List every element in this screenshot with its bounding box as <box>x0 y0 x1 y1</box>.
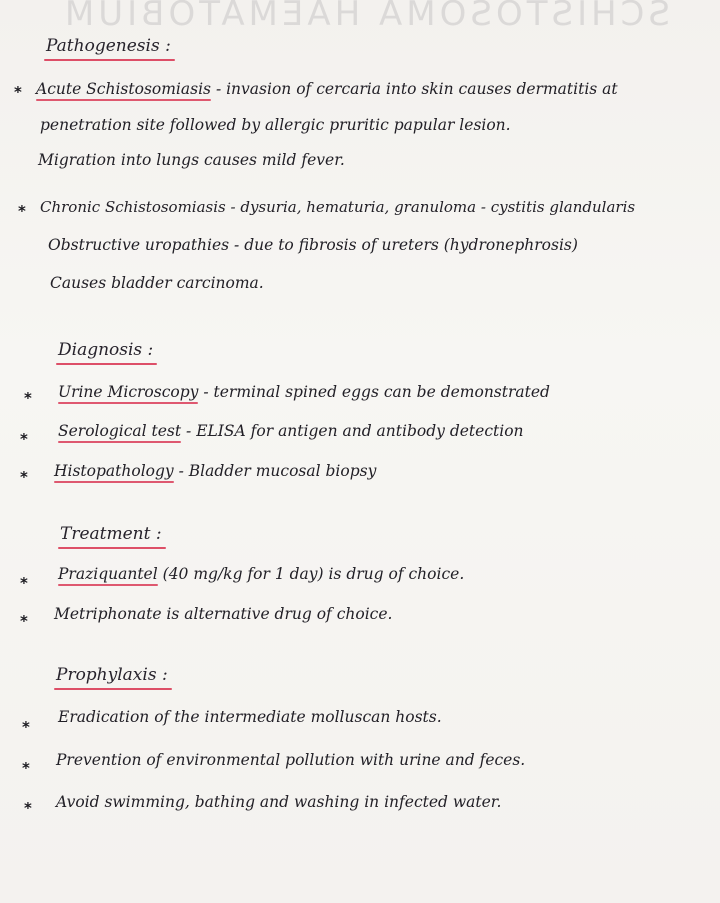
histopathology-text: Histopathology <box>54 462 174 480</box>
diagnosis-item-2 <box>58 422 524 440</box>
praziquantel-term <box>58 565 158 583</box>
bullet: * <box>18 202 26 220</box>
acute-line-2: penetration site followed by allergic pruritic papular lesion. <box>40 116 511 134</box>
chronic-line-3: Causes bladder carcinoma. <box>50 274 264 292</box>
bullet: * <box>22 718 30 736</box>
prophylaxis-heading-text: Prophylaxis : <box>56 665 168 685</box>
heading-underline <box>54 688 172 690</box>
treatment-item-2: Metriphonate is alternative drug of choice. <box>54 605 393 623</box>
bullet: * <box>20 430 28 448</box>
term-underline <box>58 402 198 404</box>
bullet: * <box>20 574 28 592</box>
prophylaxis-heading <box>56 665 168 685</box>
heading-underline <box>56 363 157 365</box>
bullet: * <box>24 799 32 817</box>
serological-test-text: Serological test <box>58 422 182 440</box>
term-underline <box>58 441 181 443</box>
acute-term <box>36 80 211 98</box>
pathogenesis-heading-text: Pathogenesis : <box>46 36 171 56</box>
bullet: * <box>14 83 22 101</box>
pathogenesis-heading <box>46 36 171 56</box>
prophylaxis-item-3: Avoid swimming, bathing and washing in infected water. <box>56 793 502 811</box>
bullet: * <box>20 468 28 486</box>
bullet: * <box>20 612 28 630</box>
histopathology-term <box>54 462 174 480</box>
treatment-heading-text: Treatment : <box>60 524 162 544</box>
serological-test-term <box>58 422 181 440</box>
diagnosis-item-1-rest: - terminal spined eggs can be demonstrated <box>203 383 550 401</box>
treatment-item-1 <box>58 565 464 583</box>
chronic-line-1: Chronic Schistosomiasis - dysuria, hematuria, granuloma - cystitis glandularis <box>40 198 636 216</box>
diagnosis-item-1 <box>58 383 550 401</box>
term-underline <box>58 584 158 586</box>
chronic-line-2: Obstructive uropathies - due to fibrosis of ureters (hydronephrosis) <box>48 236 578 254</box>
diagnosis-heading-text: Diagnosis : <box>58 340 154 360</box>
heading-underline <box>58 547 166 549</box>
urine-microscopy-text: Urine Microscopy <box>58 383 199 401</box>
praziquantel-text: Praziquantel <box>58 565 158 583</box>
prophylaxis-item-2: Prevention of environmental pollution with urine and feces. <box>56 751 526 769</box>
diagnosis-item-2-rest: - ELISA for antigen and antibody detection <box>186 422 524 440</box>
bullet: * <box>24 389 32 407</box>
bleed-through-title: SCHISTOSOMA HAEMATOBIUM <box>60 0 670 34</box>
treatment-item-1-rest: (40 mg/kg for 1 day) is drug of choice. <box>162 565 465 583</box>
diagnosis-heading <box>58 340 153 360</box>
acute-line-1-text: - invasion of cercaria into skin causes dermatitis at <box>215 80 618 98</box>
term-underline <box>36 99 211 101</box>
acute-line-1 <box>36 80 618 98</box>
acute-term-text: Acute Schistosomiasis <box>36 80 211 98</box>
urine-microscopy-term <box>58 383 198 401</box>
heading-underline <box>44 59 175 61</box>
diagnosis-item-3-rest: - Bladder mucosal biopsy <box>178 462 377 480</box>
term-underline <box>54 481 174 483</box>
treatment-heading <box>60 524 162 544</box>
bullet: * <box>22 759 30 777</box>
diagnosis-item-3 <box>54 462 376 480</box>
prophylaxis-item-1: Eradication of the intermediate molluscan hosts. <box>58 708 442 726</box>
acute-line-3: Migration into lungs causes mild fever. <box>38 151 345 169</box>
